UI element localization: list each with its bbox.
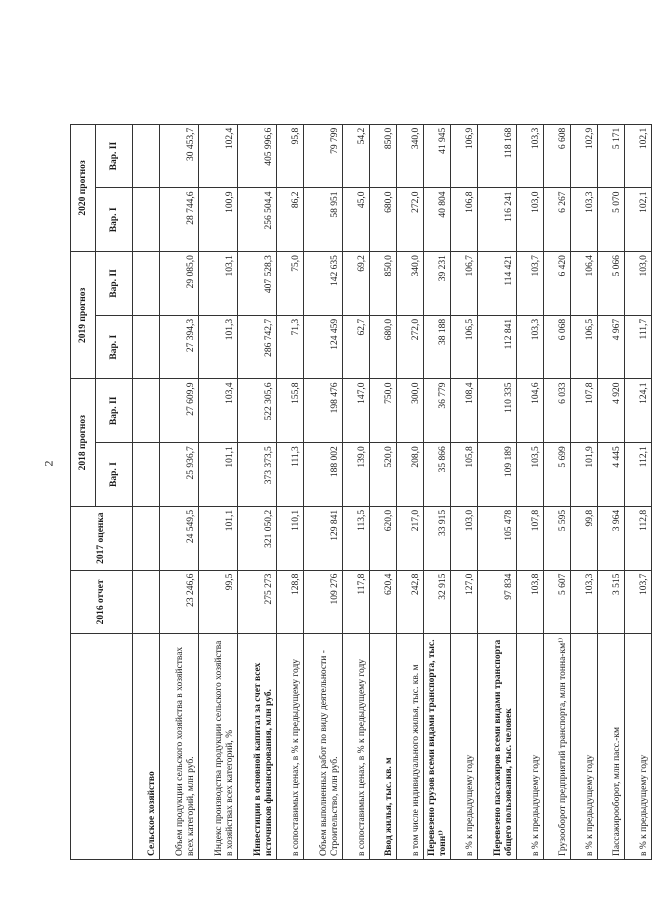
value-cell: 102,9 xyxy=(571,124,598,188)
value-cell: 124,1 xyxy=(625,379,652,443)
value-cell: 114 421 xyxy=(478,252,517,316)
value-cell: 103,0 xyxy=(517,188,544,252)
rotated-table-container xyxy=(70,60,650,860)
value-cell: 3 964 xyxy=(598,506,625,570)
value-cell xyxy=(133,315,160,379)
header-2020-var1: Вар. I xyxy=(96,188,133,252)
table-row xyxy=(238,61,277,860)
table-row xyxy=(424,61,451,860)
value-cell: 111,3 xyxy=(277,443,304,507)
value-cell: 25 936,7 xyxy=(160,443,199,507)
table-row xyxy=(544,61,571,860)
value-cell: 103,1 xyxy=(199,252,238,316)
value-cell: 103,7 xyxy=(625,570,652,634)
table-row xyxy=(571,61,598,860)
value-cell xyxy=(133,188,160,252)
value-cell: 39 231 xyxy=(424,252,451,316)
row-label: Грузооборот предприятий транспорта, млн тонна-км¹⁾ xyxy=(544,634,571,860)
table-row xyxy=(625,61,652,860)
value-cell: 139,0 xyxy=(343,443,370,507)
value-cell: 86,2 xyxy=(277,188,304,252)
value-cell: 104,6 xyxy=(517,379,544,443)
value-cell: 109 276 xyxy=(304,570,343,634)
value-cell: 5 699 xyxy=(544,443,571,507)
value-cell: 36 779 xyxy=(424,379,451,443)
row-label: Ввод жилья, тыс. кв. м xyxy=(370,634,397,860)
row-label: Пассажирооборот, млн пасс.-км xyxy=(598,634,625,860)
header-2016: 2016 отчет xyxy=(71,570,133,634)
value-cell: 110,1 xyxy=(277,506,304,570)
table-row xyxy=(343,61,370,860)
row-label: Индекс производства продукции сельского хозяйства в хозяйствах всех категорий, % xyxy=(199,634,238,860)
value-cell: 256 504,4 xyxy=(238,188,277,252)
value-cell: 35 866 xyxy=(424,443,451,507)
table-row xyxy=(370,61,397,860)
header-2019-var2: Вар. II xyxy=(96,252,133,316)
table-row xyxy=(133,61,160,860)
value-cell: 6 267 xyxy=(544,188,571,252)
table-row xyxy=(478,61,517,860)
value-cell: 30 453,7 xyxy=(160,124,199,188)
value-cell: 620,4 xyxy=(370,570,397,634)
table-row xyxy=(199,61,238,860)
value-cell: 24 549,5 xyxy=(160,506,199,570)
header-2018-var1: Вар. I xyxy=(96,443,133,507)
value-cell: 208,0 xyxy=(397,443,424,507)
value-cell: 5 171 xyxy=(598,124,625,188)
value-cell: 111,7 xyxy=(625,315,652,379)
value-cell: 103,0 xyxy=(451,506,478,570)
value-cell: 109 189 xyxy=(478,443,517,507)
value-cell xyxy=(133,379,160,443)
value-cell: 5 607 xyxy=(544,570,571,634)
value-cell: 101,9 xyxy=(571,443,598,507)
header-2018-var2: Вар. II xyxy=(96,379,133,443)
row-label: Инвестиции в основной капитал за счет всех источников финансирования, млн руб. xyxy=(238,634,277,860)
row-label: Перевезено пассажиров всеми видами транспорта общего пользования, тыс. человек xyxy=(478,634,517,860)
value-cell: 106,8 xyxy=(451,188,478,252)
value-cell: 5 066 xyxy=(598,252,625,316)
row-label: Объем выполненных работ по виду деятельности - Строительство, млн руб. xyxy=(304,634,343,860)
value-cell: 405 996,6 xyxy=(238,124,277,188)
value-cell: 40 804 xyxy=(424,188,451,252)
value-cell: 620,0 xyxy=(370,506,397,570)
value-cell: 69,2 xyxy=(343,252,370,316)
value-cell: 6 608 xyxy=(544,124,571,188)
value-cell: 680,0 xyxy=(370,188,397,252)
header-2018: 2018 прогноз xyxy=(71,379,96,506)
value-cell: 110 335 xyxy=(478,379,517,443)
value-cell xyxy=(133,443,160,507)
table-row xyxy=(451,61,478,860)
value-cell: 147,0 xyxy=(343,379,370,443)
value-cell xyxy=(133,506,160,570)
value-cell: 105 478 xyxy=(478,506,517,570)
value-cell: 321 050,2 xyxy=(238,506,277,570)
value-cell: 128,8 xyxy=(277,570,304,634)
value-cell: 142 635 xyxy=(304,252,343,316)
value-cell: 373 373,5 xyxy=(238,443,277,507)
row-label: Перевезено грузов всеми видами транспорта, тыс. тонн¹⁾ xyxy=(424,634,451,860)
value-cell: 101,1 xyxy=(199,443,238,507)
header-indicator xyxy=(71,634,133,860)
value-cell: 4 445 xyxy=(598,443,625,507)
value-cell: 33 915 xyxy=(424,506,451,570)
value-cell: 99,5 xyxy=(199,570,238,634)
value-cell: 101,3 xyxy=(199,315,238,379)
value-cell: 112,8 xyxy=(625,506,652,570)
header-2019-var1: Вар. I xyxy=(96,315,133,379)
value-cell: 38 188 xyxy=(424,315,451,379)
value-cell: 106,9 xyxy=(451,124,478,188)
value-cell: 100,9 xyxy=(199,188,238,252)
value-cell: 107,8 xyxy=(571,379,598,443)
value-cell: 106,7 xyxy=(451,252,478,316)
value-cell: 103,5 xyxy=(517,443,544,507)
value-cell: 6 420 xyxy=(544,252,571,316)
value-cell: 32 915 xyxy=(424,570,451,634)
value-cell: 116 241 xyxy=(478,188,517,252)
value-cell xyxy=(133,570,160,634)
value-cell: 520,0 xyxy=(370,443,397,507)
table-row xyxy=(277,61,304,860)
value-cell: 124 459 xyxy=(304,315,343,379)
value-cell: 103,3 xyxy=(571,570,598,634)
row-label: в сопоставимых ценах, в % к предыдущему году xyxy=(343,634,370,860)
value-cell: 275 273 xyxy=(238,570,277,634)
value-cell: 850,0 xyxy=(370,124,397,188)
table-row xyxy=(598,61,625,860)
value-cell: 58 951 xyxy=(304,188,343,252)
value-cell: 272,0 xyxy=(397,315,424,379)
value-cell: 71,3 xyxy=(277,315,304,379)
value-cell: 286 742,7 xyxy=(238,315,277,379)
value-cell: 41 945 xyxy=(424,124,451,188)
value-cell: 340,0 xyxy=(397,124,424,188)
value-cell: 407 528,3 xyxy=(238,252,277,316)
value-cell: 101,1 xyxy=(199,506,238,570)
row-label: в том числе индивидуального жилья, тыс. кв. м xyxy=(397,634,424,860)
value-cell: 28 744,6 xyxy=(160,188,199,252)
value-cell: 6 033 xyxy=(544,379,571,443)
value-cell: 99,8 xyxy=(571,506,598,570)
value-cell: 103,3 xyxy=(571,188,598,252)
value-cell: 103,3 xyxy=(517,124,544,188)
row-label: в % к предыдущему году xyxy=(571,634,598,860)
value-cell: 105,8 xyxy=(451,443,478,507)
value-cell: 107,8 xyxy=(517,506,544,570)
value-cell: 4 967 xyxy=(598,315,625,379)
table-row xyxy=(160,61,199,860)
table-row xyxy=(397,61,424,860)
value-cell: 118 168 xyxy=(478,124,517,188)
value-cell: 27 609,9 xyxy=(160,379,199,443)
value-cell: 850,0 xyxy=(370,252,397,316)
value-cell: 97 834 xyxy=(478,570,517,634)
value-cell: 103,3 xyxy=(517,315,544,379)
value-cell: 103,0 xyxy=(625,252,652,316)
value-cell: 242,8 xyxy=(397,570,424,634)
value-cell: 106,4 xyxy=(571,252,598,316)
value-cell: 29 085,0 xyxy=(160,252,199,316)
table-row xyxy=(304,61,343,860)
value-cell: 155,8 xyxy=(277,379,304,443)
value-cell: 102,1 xyxy=(625,188,652,252)
value-cell: 106,5 xyxy=(571,315,598,379)
row-label: в % к предыдущему году xyxy=(625,634,652,860)
value-cell: 54,2 xyxy=(343,124,370,188)
header-2019: 2019 прогноз xyxy=(71,252,96,379)
value-cell: 340,0 xyxy=(397,252,424,316)
value-cell: 522 305,6 xyxy=(238,379,277,443)
value-cell: 129 841 xyxy=(304,506,343,570)
value-cell: 45,0 xyxy=(343,188,370,252)
value-cell: 62,7 xyxy=(343,315,370,379)
value-cell: 4 920 xyxy=(598,379,625,443)
value-cell: 27 394,3 xyxy=(160,315,199,379)
forecast-table xyxy=(70,60,652,860)
value-cell: 113,5 xyxy=(343,506,370,570)
table-row xyxy=(517,61,544,860)
value-cell xyxy=(133,124,160,188)
value-cell: 103,4 xyxy=(199,379,238,443)
value-cell: 75,0 xyxy=(277,252,304,316)
value-cell: 750,0 xyxy=(370,379,397,443)
value-cell: 5 070 xyxy=(598,188,625,252)
row-label: Сельское хозяйство xyxy=(133,634,160,860)
value-cell: 108,4 xyxy=(451,379,478,443)
value-cell: 5 595 xyxy=(544,506,571,570)
value-cell xyxy=(133,252,160,316)
row-label: в сопоставимых ценах, в % к предыдущему году xyxy=(277,634,304,860)
value-cell: 23 246,6 xyxy=(160,570,199,634)
value-cell: 272,0 xyxy=(397,188,424,252)
value-cell: 102,4 xyxy=(199,124,238,188)
header-2017: 2017 оценка xyxy=(71,506,133,570)
value-cell: 106,5 xyxy=(451,315,478,379)
value-cell: 6 068 xyxy=(544,315,571,379)
table-body xyxy=(133,61,652,860)
value-cell: 188 002 xyxy=(304,443,343,507)
row-label: Объем продукции сельского хозяйства в хозяйствах всех категорий, млн руб. xyxy=(160,634,199,860)
row-label: в % к предыдущему году xyxy=(517,634,544,860)
header-2020: 2020 прогноз xyxy=(71,124,96,251)
value-cell: 102,1 xyxy=(625,124,652,188)
value-cell: 112,1 xyxy=(625,443,652,507)
page-number: 2 xyxy=(41,460,56,467)
value-cell: 79 799 xyxy=(304,124,343,188)
row-label: в % к предыдущему году xyxy=(451,634,478,860)
value-cell: 117,8 xyxy=(343,570,370,634)
value-cell: 103,8 xyxy=(517,570,544,634)
value-cell: 95,8 xyxy=(277,124,304,188)
header-2020-var2: Вар. II xyxy=(96,124,133,188)
value-cell: 112 841 xyxy=(478,315,517,379)
value-cell: 3 515 xyxy=(598,570,625,634)
value-cell: 103,7 xyxy=(517,252,544,316)
value-cell: 127,0 xyxy=(451,570,478,634)
value-cell: 217,0 xyxy=(397,506,424,570)
value-cell: 300,0 xyxy=(397,379,424,443)
value-cell: 198 476 xyxy=(304,379,343,443)
value-cell: 680,0 xyxy=(370,315,397,379)
